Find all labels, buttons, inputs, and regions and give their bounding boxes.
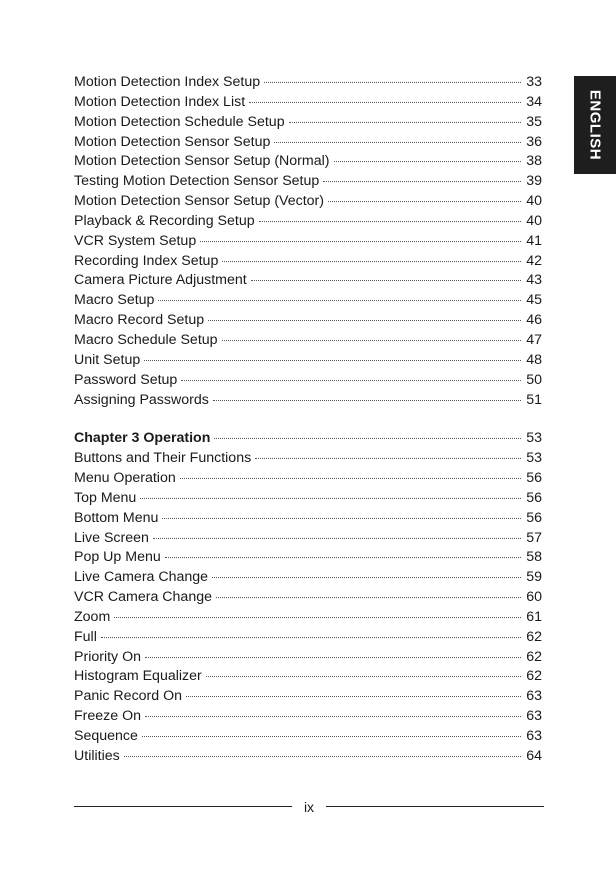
table-of-contents [74, 73, 542, 767]
toc-entry[interactable] [74, 351, 542, 371]
toc-leader [259, 221, 521, 222]
toc-leader [251, 280, 521, 281]
toc-leader [289, 122, 521, 123]
toc-entry-title: Panic Record On [74, 688, 183, 705]
toc-entry-page: 56 [526, 489, 542, 506]
toc-entry[interactable] [74, 212, 542, 232]
toc-leader [153, 538, 521, 539]
toc-leader [140, 498, 521, 499]
toc-entry[interactable] [74, 628, 542, 648]
toc-entry[interactable] [74, 172, 542, 192]
toc-entry-page: 45 [526, 292, 542, 309]
toc-entry-title: Menu Operation [74, 470, 176, 487]
toc-entry[interactable] [74, 252, 542, 272]
toc-entry-page: 48 [526, 351, 542, 368]
toc-entry[interactable] [74, 371, 542, 391]
toc-leader [200, 241, 521, 242]
toc-leader [334, 161, 522, 162]
toc-entry-title: Password Setup [74, 371, 178, 388]
language-tab-label: ENGLISH [586, 89, 604, 161]
toc-entry-title: Priority On [74, 648, 142, 665]
toc-entry-title: Recording Index Setup [74, 252, 219, 269]
toc-entry-title: Motion Detection Sensor Setup (Normal) [74, 153, 330, 170]
toc-entry-title: Bottom Menu [74, 509, 159, 526]
toc-entry-page: 51 [526, 391, 542, 408]
toc-entry[interactable] [74, 489, 542, 509]
toc-entry-page: 64 [526, 747, 542, 764]
toc-section [74, 449, 542, 767]
toc-leader [144, 360, 521, 361]
toc-entry[interactable] [74, 73, 542, 93]
toc-leader [249, 102, 521, 103]
toc-entry-page: 63 [526, 708, 542, 725]
toc-entry-title: Zoom [74, 608, 111, 625]
toc-entry-title: Utilities [74, 747, 120, 764]
toc-entry-page: 42 [526, 252, 542, 269]
toc-entry-title: Live Screen [74, 529, 149, 546]
toc-chapter-title: Chapter 3 Operation [74, 430, 211, 447]
toc-entry-page: 36 [526, 133, 542, 150]
toc-entry[interactable] [74, 449, 542, 469]
toc-entry-page: 40 [526, 193, 542, 210]
toc-entry-page: 60 [526, 589, 542, 606]
footer-rule-left [74, 806, 292, 807]
toc-entry-page: 40 [526, 212, 542, 229]
toc-entry-title: Freeze On [74, 708, 142, 725]
toc-entry-title: Macro Setup [74, 292, 155, 309]
toc-entry-page: 38 [526, 153, 542, 170]
toc-entry-title: Camera Picture Adjustment [74, 272, 247, 289]
toc-leader [255, 458, 521, 459]
toc-entry[interactable] [74, 687, 542, 707]
toc-leader [274, 142, 521, 143]
toc-entry[interactable] [74, 311, 542, 331]
toc-entry-page: 39 [526, 173, 542, 190]
page-number: ix [303, 799, 315, 815]
toc-entry[interactable] [74, 331, 542, 351]
toc-entry[interactable] [74, 152, 542, 172]
toc-entry[interactable] [74, 271, 542, 291]
language-tab [574, 76, 616, 174]
section-gap [74, 410, 542, 429]
toc-entry-title: Buttons and Their Functions [74, 450, 252, 467]
toc-entry-page: 59 [526, 569, 542, 586]
toc-leader [212, 577, 521, 578]
toc-entry-page: 34 [526, 93, 542, 110]
toc-entry[interactable] [74, 291, 542, 311]
toc-leader [114, 617, 521, 618]
toc-leader [206, 676, 521, 677]
toc-entry-title: Motion Detection Index Setup [74, 74, 261, 90]
toc-leader [216, 597, 521, 598]
toc-entry[interactable] [74, 608, 542, 628]
toc-entry[interactable] [74, 648, 542, 668]
footer-rule-right [326, 806, 544, 807]
toc-entry-page: 62 [526, 648, 542, 665]
toc-leader [323, 181, 521, 182]
toc-entry-page: 61 [526, 608, 542, 625]
toc-entry[interactable] [74, 529, 542, 549]
toc-leader [328, 201, 521, 202]
toc-entry-title: Full [74, 628, 97, 645]
toc-entry-title: Testing Motion Detection Sensor Setup [74, 173, 320, 190]
toc-entry-page: 62 [526, 668, 542, 685]
toc-entry-page: 35 [526, 113, 542, 130]
toc-entry-page: 63 [526, 728, 542, 744]
toc-leader [165, 557, 521, 558]
toc-entry-page: 56 [526, 470, 542, 487]
toc-entry-title: Motion Detection Sensor Setup (Vector) [74, 193, 324, 210]
toc-entry-title: VCR System Setup [74, 232, 197, 249]
toc-entry-title: Playback & Recording Setup [74, 212, 255, 229]
toc-leader [142, 736, 521, 737]
toc-entry-title: Macro Record Setup [74, 312, 205, 329]
toc-entry-title: Sequence [74, 728, 138, 744]
toc-entry[interactable] [74, 667, 542, 687]
toc-entry-page: 57 [526, 529, 542, 546]
toc-leader [186, 696, 521, 697]
toc-entry-title: VCR Camera Change [74, 589, 212, 606]
toc-entry-title: Motion Detection Schedule Setup [74, 113, 285, 130]
toc-entry-page: 53 [526, 450, 542, 467]
toc-leader [214, 438, 521, 439]
toc-entry-page: 41 [526, 232, 542, 249]
toc-leader [124, 756, 521, 757]
toc-entry[interactable] [74, 232, 542, 252]
toc-entry[interactable] [74, 568, 542, 588]
toc-entry-page: 43 [526, 272, 542, 289]
toc-leader [222, 261, 521, 262]
toc-leader [101, 637, 521, 638]
toc-entry[interactable] [74, 469, 542, 489]
toc-entry[interactable] [74, 588, 542, 608]
toc-entry[interactable] [74, 707, 542, 727]
toc-entry[interactable] [74, 747, 542, 767]
toc-entry-page: 56 [526, 509, 542, 526]
toc-entry-title: Unit Setup [74, 351, 141, 368]
toc-entry[interactable] [74, 548, 542, 568]
toc-leader [181, 380, 521, 381]
toc-entry[interactable] [74, 192, 542, 212]
toc-entry-page: 63 [526, 688, 542, 705]
toc-entry-page: 46 [526, 312, 542, 329]
page-footer [74, 797, 544, 817]
toc-entry-page: 58 [526, 549, 542, 566]
toc-entry-title: Histogram Equalizer [74, 668, 202, 685]
toc-leader [208, 320, 521, 321]
toc-entry[interactable] [74, 93, 542, 113]
toc-entry[interactable] [74, 133, 542, 153]
toc-leader [162, 518, 521, 519]
toc-entry-title: Assigning Passwords [74, 391, 209, 408]
toc-entry-title: Pop Up Menu [74, 549, 161, 566]
toc-entry-title: Motion Detection Index List [74, 93, 246, 110]
toc-entry-title: Motion Detection Sensor Setup [74, 133, 271, 150]
toc-chapter-page: 53 [526, 430, 542, 447]
toc-entry[interactable] [74, 509, 542, 529]
toc-entry-title: Live Camera Change [74, 569, 209, 586]
toc-entry[interactable] [74, 113, 542, 133]
toc-entry-page: 50 [526, 371, 542, 388]
toc-section [74, 73, 542, 410]
toc-entry-page: 62 [526, 628, 542, 645]
toc-leader [213, 400, 521, 401]
toc-leader [145, 657, 521, 658]
toc-entry[interactable] [74, 391, 542, 411]
toc-leader [222, 340, 521, 341]
toc-leader [158, 300, 521, 301]
toc-entry-page: 33 [526, 74, 542, 90]
toc-leader [264, 82, 521, 83]
toc-leader [145, 716, 521, 717]
toc-entry[interactable] [74, 727, 542, 747]
toc-chapter-heading[interactable] [74, 429, 542, 449]
toc-entry-title: Top Menu [74, 489, 137, 506]
toc-leader [180, 478, 521, 479]
toc-entry-page: 47 [526, 331, 542, 348]
toc-entry-title: Macro Schedule Setup [74, 331, 218, 348]
